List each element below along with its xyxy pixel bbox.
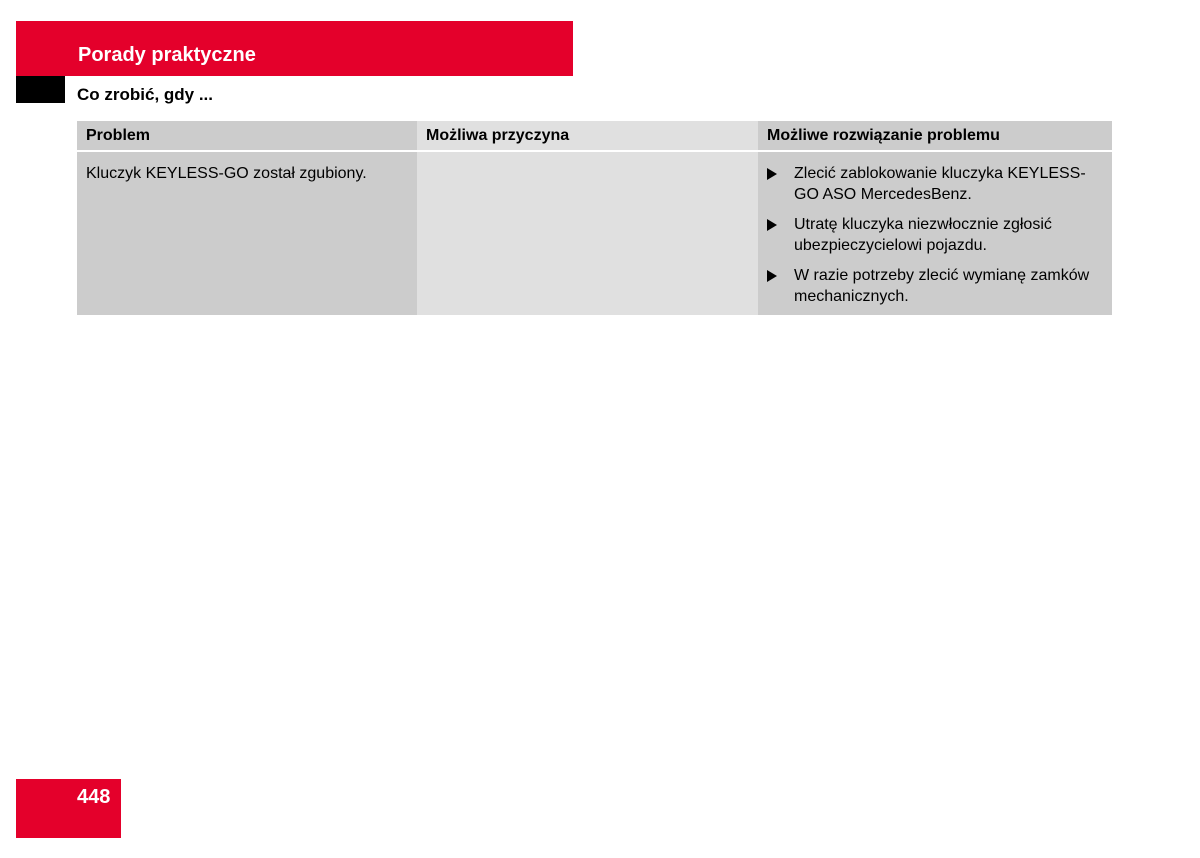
solution-list	[767, 163, 1103, 307]
header-cause: Możliwa przyczyna	[417, 121, 758, 152]
table-header-row	[77, 121, 1112, 152]
triangle-right-icon	[767, 219, 777, 231]
section-banner	[16, 21, 573, 76]
section-title: Porady praktyczne	[78, 44, 256, 66]
cell-solution	[758, 152, 1112, 315]
triangle-right-icon	[767, 168, 777, 180]
list-item	[767, 163, 1103, 205]
solution-text: Zlecić zablokowanie kluczyka KEYLESS-GO ASO MercedesBenz.	[794, 165, 1086, 203]
cell-problem: Kluczyk KEYLESS-GO został zgubiony.	[77, 152, 417, 315]
troubleshooting-table	[77, 121, 1112, 315]
triangle-right-icon	[767, 270, 777, 282]
header-problem: Problem	[77, 121, 417, 152]
subsection-marker	[16, 76, 65, 103]
solution-text: Utratę kluczyka niezwłocznie zgłosić ubezpieczycielowi pojazdu.	[794, 216, 1052, 254]
list-item	[767, 214, 1103, 256]
page-number-tab	[16, 779, 121, 838]
subsection-title: Co zrobić, gdy ...	[77, 85, 214, 104]
list-item	[767, 265, 1103, 307]
solution-text: W razie potrzeby zlecić wymianę zamków mechanicznych.	[794, 267, 1090, 305]
page-number: 448	[77, 786, 111, 808]
header-solution: Możliwe rozwiązanie problemu	[758, 121, 1112, 152]
cell-cause	[417, 152, 758, 315]
table-row	[77, 152, 1112, 315]
